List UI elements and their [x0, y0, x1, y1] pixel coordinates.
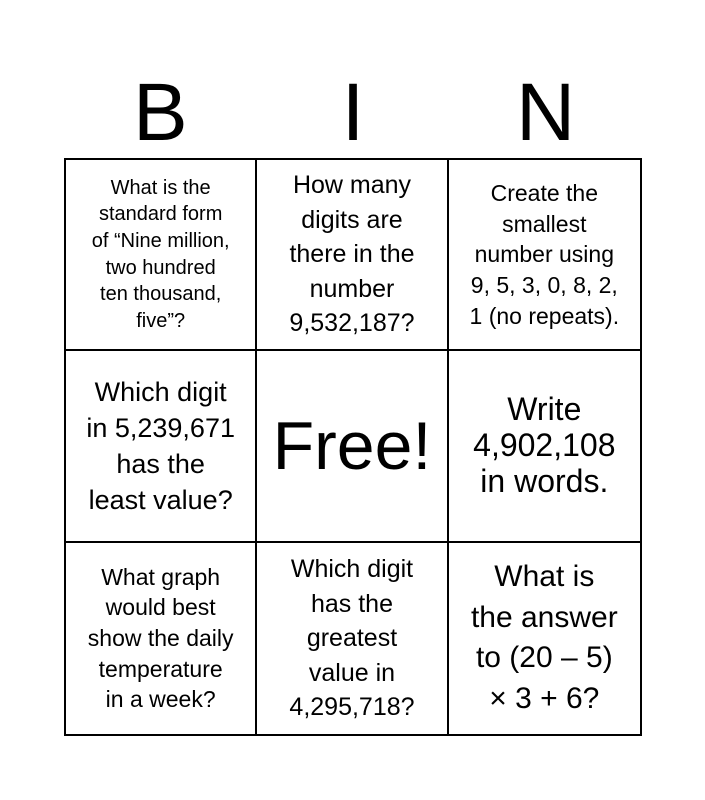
- bingo-cell-r2c3[interactable]: [449, 351, 640, 542]
- cell-question: Which digit has the greatest value in 4,295,718?: [289, 555, 415, 722]
- cell-question: How many digits are there in the number 9,532,187?: [289, 171, 415, 338]
- header-letter-n: N: [516, 67, 576, 158]
- cell-question: What graph would best show the daily temperature in a week?: [87, 563, 234, 713]
- bingo-cell-r1c3[interactable]: [449, 160, 640, 351]
- bingo-cell-r2c1[interactable]: [66, 351, 257, 542]
- cell-question: Create the smallest number using 9, 5, 3, 0, 8, 2, 1 (no repeats).: [469, 180, 620, 329]
- bingo-cell-r3c1[interactable]: [66, 543, 257, 734]
- cell-question: Which digit in 5,239,671 has the least value?: [86, 376, 235, 516]
- cell-question: What is the answer to (20 – 5) × 3 + 6?: [470, 560, 618, 715]
- bingo-cell-r1c1[interactable]: [66, 160, 257, 351]
- bingo-header: [64, 68, 642, 158]
- header-letter-b: B: [132, 67, 188, 158]
- bingo-cell-free[interactable]: [257, 351, 448, 542]
- header-letter-i: I: [341, 67, 365, 158]
- bingo-card: [64, 158, 642, 736]
- free-space-label: Free!: [272, 407, 432, 484]
- cell-question: Write 4,902,108 in words.: [473, 391, 616, 499]
- bingo-cell-r3c3[interactable]: [449, 543, 640, 734]
- bingo-cell-r1c2[interactable]: [257, 160, 448, 351]
- cell-question: What is the standard form of “Nine million, two hundred ten thousand, five”?: [91, 176, 230, 332]
- bingo-cell-r3c2[interactable]: [257, 543, 448, 734]
